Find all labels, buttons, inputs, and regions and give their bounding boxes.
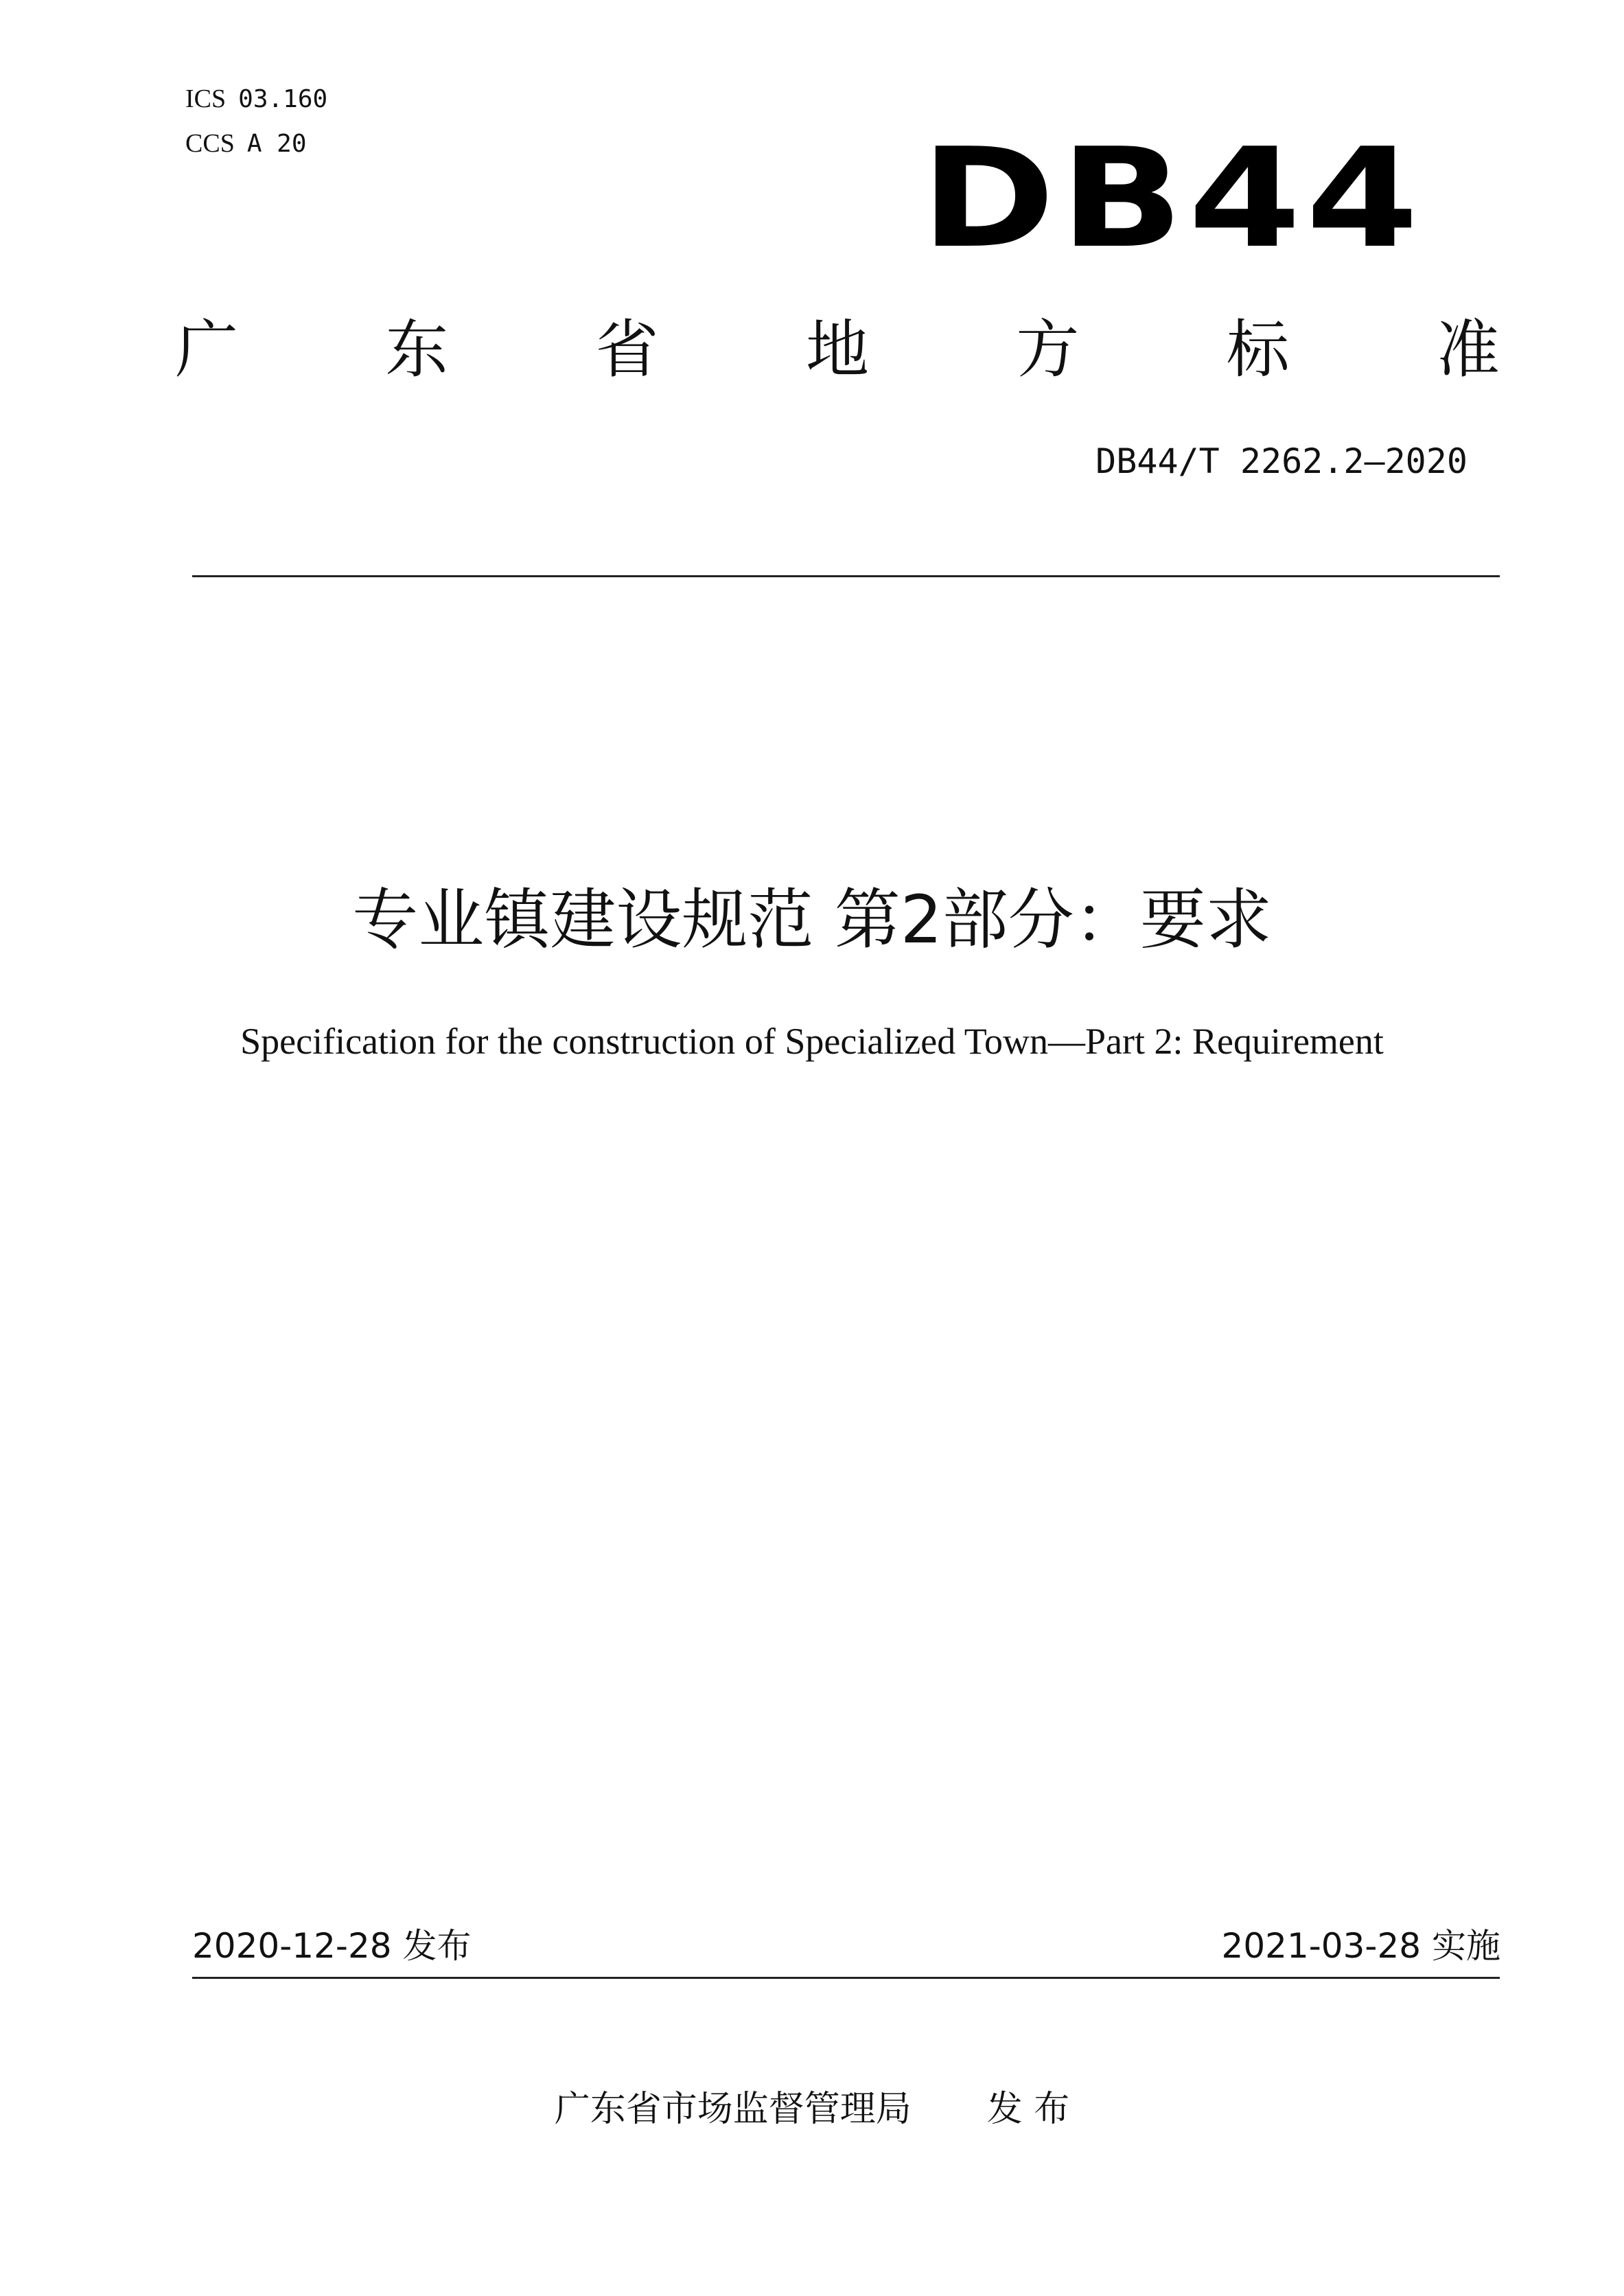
ccs-label: CCS xyxy=(185,129,235,158)
classification-codes xyxy=(185,77,327,166)
ccs-row xyxy=(185,121,327,166)
standard-type-char: 准 xyxy=(1436,313,1500,386)
standard-type-char: 地 xyxy=(805,313,869,386)
standard-type-heading xyxy=(175,312,1500,388)
standard-type-char: 东 xyxy=(385,313,449,386)
document-title-chinese: 专业镇建设规范 第2部分：要求 xyxy=(352,881,1272,958)
ccs-code: A 20 xyxy=(246,130,307,158)
standard-number: DB44/T 2262.2—2020 xyxy=(1095,441,1468,481)
ics-row xyxy=(185,77,327,121)
ics-code: 03.160 xyxy=(238,85,328,113)
standard-type-char: 标 xyxy=(1226,313,1290,386)
ics-label: ICS xyxy=(185,84,227,113)
publisher-action: 发 布 xyxy=(986,2089,1070,2130)
publish-date: 2020-12-28 发布 xyxy=(192,1926,472,1966)
db44-logo: DB44 xyxy=(920,119,1424,279)
document-title-english: Specification for the construction of Specialized Town—Part 2: Requirement xyxy=(240,1021,1384,1062)
top-divider xyxy=(192,575,1500,577)
standard-type-char: 省 xyxy=(595,313,659,386)
publisher-line xyxy=(0,2085,1624,2133)
publisher-name: 广东省市场监督管理局 xyxy=(554,2089,912,2130)
bottom-divider xyxy=(192,1977,1500,1979)
standard-type-char: 广 xyxy=(175,313,239,386)
effective-date: 2021-03-28 实施 xyxy=(1221,1926,1500,1966)
standard-type-char: 方 xyxy=(1016,313,1080,386)
